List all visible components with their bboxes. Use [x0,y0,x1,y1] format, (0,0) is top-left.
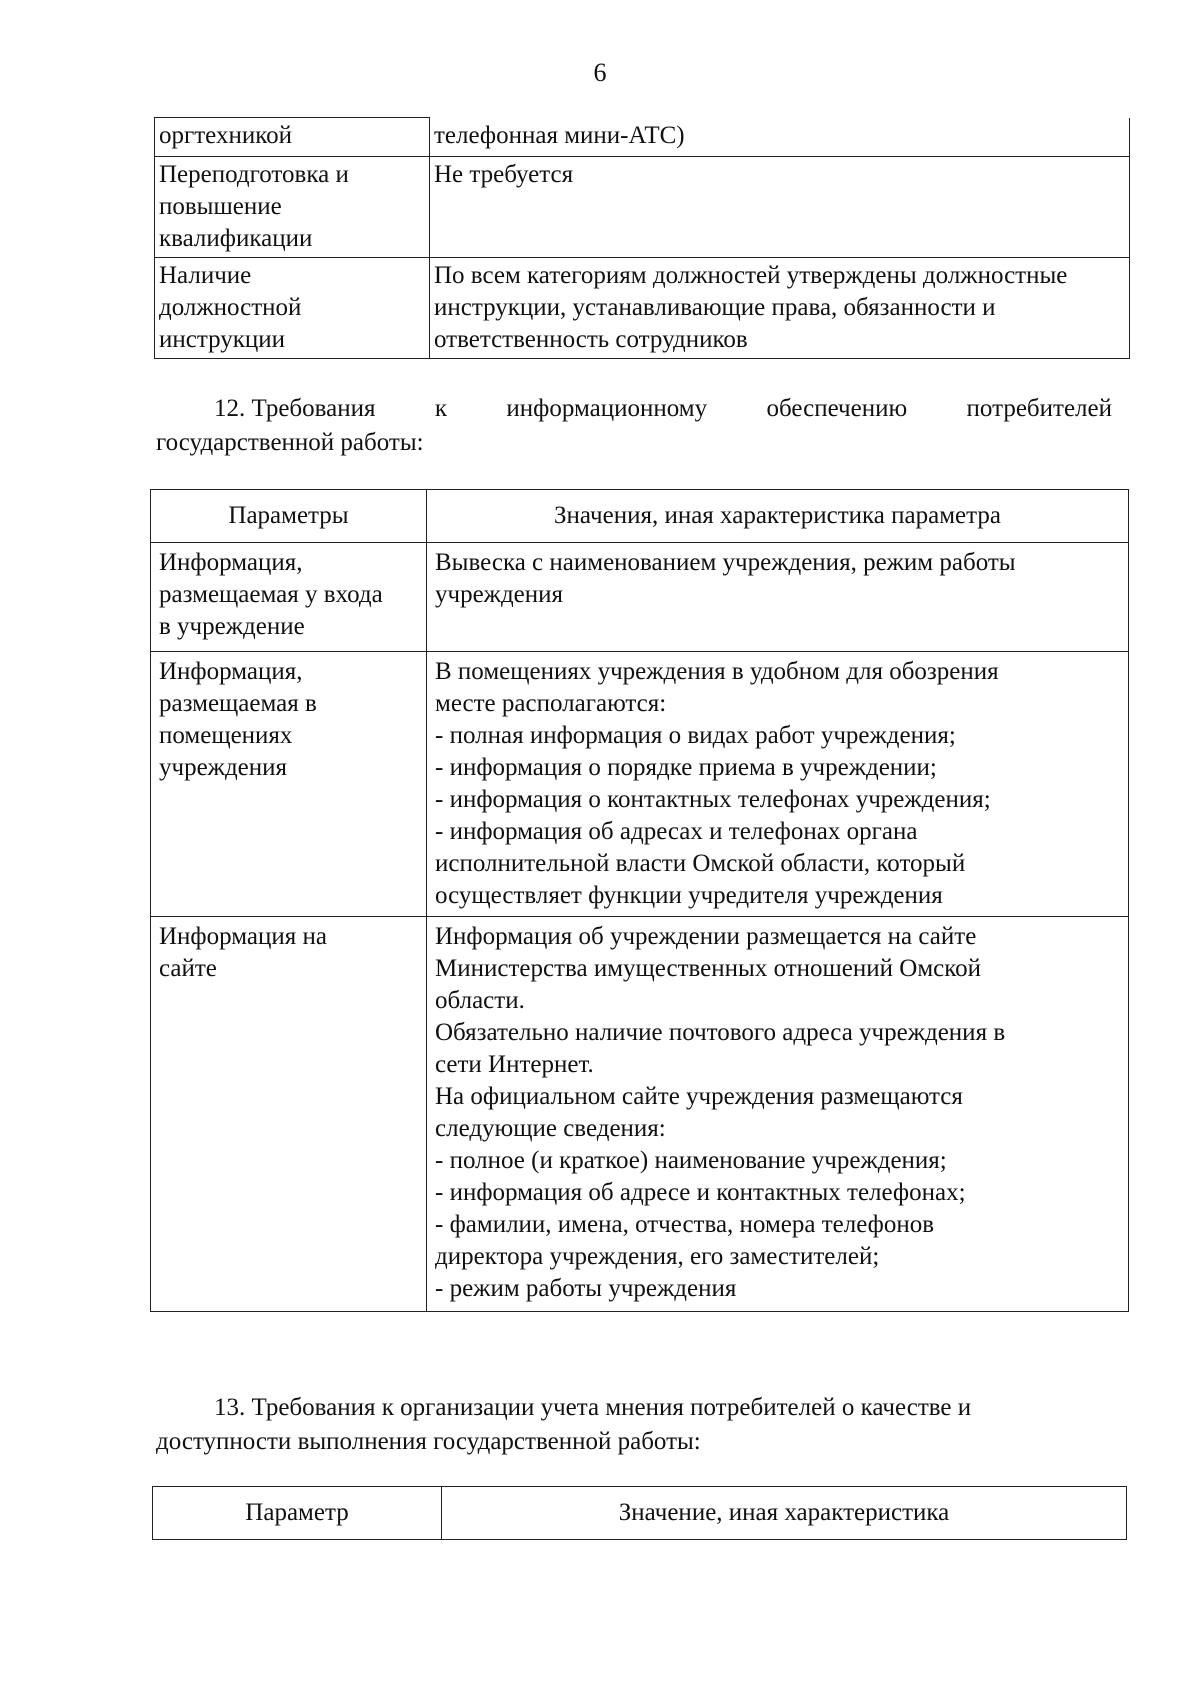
section-12-line-1: 12. Требования к информационному обеспечению потребителей [214,395,1112,422]
column-header-param: Параметр [153,1487,442,1540]
table-header-row [151,490,1129,543]
table-cell-value: Информация об учреждении размещается на сайте Министерства имущественных отношений Омской области. Обязательно наличие почтового адреса учреждения в сети Интернет. На официальном сайте учреждения размещаются следующие сведения: - полное (и краткое) наименование учреждения; - информация об адресе и контактных телефонах; - фамилии, имена, отчества, номера телефонов директора учреждения, его заместителей; - режим работы учреждения [427,917,1129,1312]
table-row [151,543,1129,652]
table-row [155,157,1130,258]
column-header-value: Значение, иная характеристика [442,1487,1127,1540]
table-cell-param: Информация, размещаемая в помещениях учреждения [151,652,427,917]
table-row [155,118,1130,157]
table-cell-param: Переподготовка и повышение квалификации [155,157,430,258]
page-number: 6 [593,58,607,87]
column-header-values: Значения, иная характеристика параметра [427,490,1129,543]
table-row [155,258,1130,359]
table-row [151,917,1129,1312]
table-header-row [153,1487,1127,1540]
section-12-heading [156,392,1112,460]
table-information-requirements [150,489,1129,1312]
section-12-line-2: государственной работы: [156,429,424,456]
table-cell-value: Не требуется [430,157,1130,258]
section-13-line-2: доступности выполнения государственной работы: [156,1428,701,1455]
table-cell-param: Информация, размещаемая у входа в учреждение [151,543,427,652]
table-cell-value: По всем категориям должностей утверждены должностные инструкции, устанавливающие права, обязанности и ответственность сотрудников [430,258,1130,359]
table-cell-value: Вывеска с наименованием учреждения, режим работы учреждения [427,543,1129,652]
section-13-line-1: 13. Требования к организации учета мнения потребителей о качестве и [214,1394,972,1421]
table-cell-param: Информация на сайте [151,917,427,1312]
table-row [151,652,1129,917]
table-staff-requirements [154,117,1130,359]
table-cell-value: В помещениях учреждения в удобном для обозрения месте располагаются: - полная информация о видах работ учреждения; - информация о порядке приема в учреждении; - информация о контактных телефонах учреждения; - информация об адресах и телефонах органа исполнительной власти Омской области, который осуществляет функции учредителя учреждения [427,652,1129,917]
column-header-params: Параметры [151,490,427,543]
table-cell-param: Наличие должностной инструкции [155,258,430,359]
table-cell-value: телефонная мини-АТС) [430,118,1130,157]
table-cell-param: оргтехникой [155,118,430,157]
table-consumer-opinion [152,1486,1127,1540]
section-13-heading [156,1391,1112,1459]
